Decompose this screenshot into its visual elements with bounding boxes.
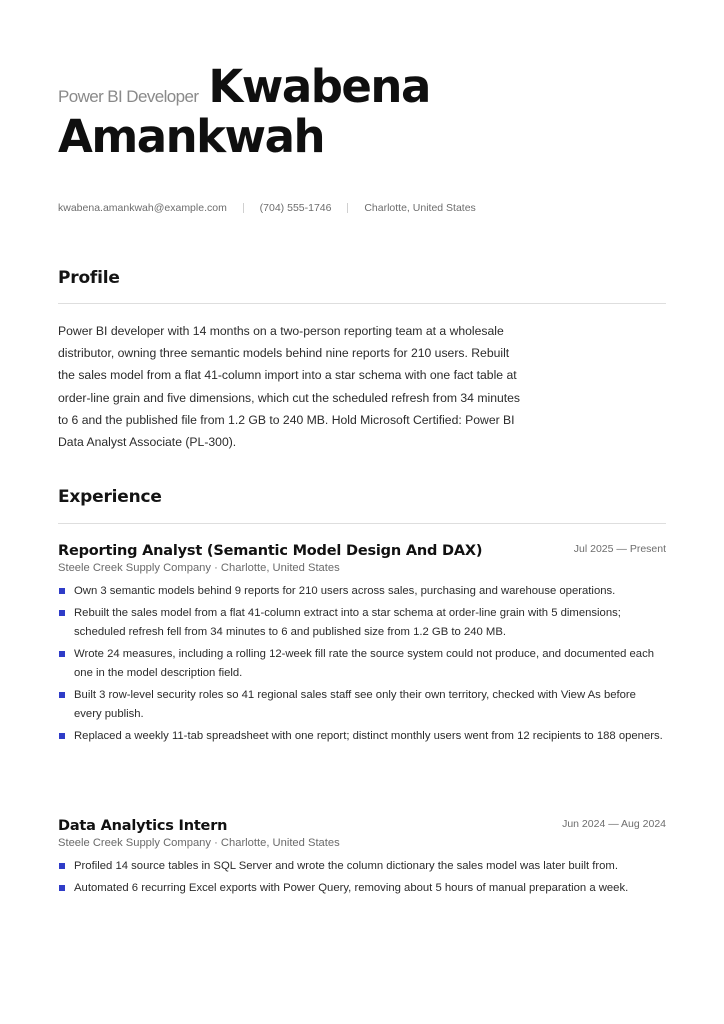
experience-divider — [58, 523, 666, 524]
bullet-item: Own 3 semantic models behind 9 reports for 210 users across sales, purchasing and warehouse operations. — [58, 582, 666, 601]
bullet-item: Replaced a weekly 11-tab spreadsheet with one report; distinct monthly users went from 12 recipients to 188 openers. — [58, 727, 666, 746]
contact-line — [58, 202, 476, 214]
square-bullet-icon — [59, 733, 65, 739]
contact-divider — [347, 203, 348, 213]
square-bullet-icon — [59, 610, 65, 616]
contact-phone[interactable]: (704) 555-1746 — [259, 202, 332, 214]
square-bullet-icon — [59, 588, 65, 594]
job-company: Steele Creek Supply Company · Charlotte, United States — [58, 562, 340, 574]
job-entry — [58, 815, 666, 901]
square-bullet-icon — [59, 651, 65, 657]
job-dates: Jul 2025 — Present — [573, 543, 666, 555]
experience-heading: Experience — [58, 487, 162, 507]
first-name: Kwabena — [208, 60, 430, 113]
job-dates: Jun 2024 — Aug 2024 — [562, 818, 666, 830]
job-title: Reporting Analyst (Semantic Model Design And DAX) — [58, 543, 483, 559]
resume-header — [58, 62, 678, 162]
bullet-item: Profiled 14 source tables in SQL Server and wrote the column dictionary the sales model was later built from. — [58, 857, 666, 876]
contact-location: Charlotte, United States — [364, 202, 476, 214]
square-bullet-icon — [59, 692, 65, 698]
square-bullet-icon — [59, 885, 65, 891]
profile-summary: Power BI developer with 14 months on a two-person reporting team at a wholesale distributor, owning three semantic models behind nine reports for 210 users. Rebuilt the sales model from a flat 41-column import into a star schema with one fact table at order-line grain and five dimensions, which cut the scheduled refresh from 34 minutes to 6 and the published file from 1.2 GB to 240 MB. Hold Microsoft Certified: Power BI Data Analyst Associate (PL-300). — [58, 324, 521, 450]
contact-email[interactable]: kwabena.amankwah@example.com — [58, 202, 227, 214]
job-bullets — [58, 857, 666, 898]
role-title: Power BI Developer — [58, 87, 199, 106]
bullet-item: Automated 6 recurring Excel exports with Power Query, removing about 5 hours of manual preparation a week. — [58, 879, 666, 898]
profile-heading: Profile — [58, 268, 120, 288]
job-title: Data Analytics Intern — [58, 818, 228, 834]
square-bullet-icon — [59, 863, 65, 869]
bullet-item: Rebuilt the sales model from a flat 41-column extract into a star schema at order-line grain with 5 dimensions; scheduled refresh fell from 34 minutes to 6 and published size from 1.2 GB to 240 MB. — [58, 604, 666, 642]
job-bullets — [58, 582, 666, 746]
last-name: Amankwah — [58, 110, 325, 163]
job-company: Steele Creek Supply Company · Charlotte, United States — [58, 837, 340, 849]
contact-divider — [243, 203, 244, 213]
job-entry — [58, 540, 666, 749]
bullet-item: Wrote 24 measures, including a rolling 12-week fill rate the source system could not produce, and documented each one in the model description field. — [58, 645, 666, 683]
bullet-item: Built 3 row-level security roles so 41 regional sales staff see only their own territory, checked with View As before every publish. — [58, 686, 666, 724]
profile-divider — [58, 303, 666, 304]
